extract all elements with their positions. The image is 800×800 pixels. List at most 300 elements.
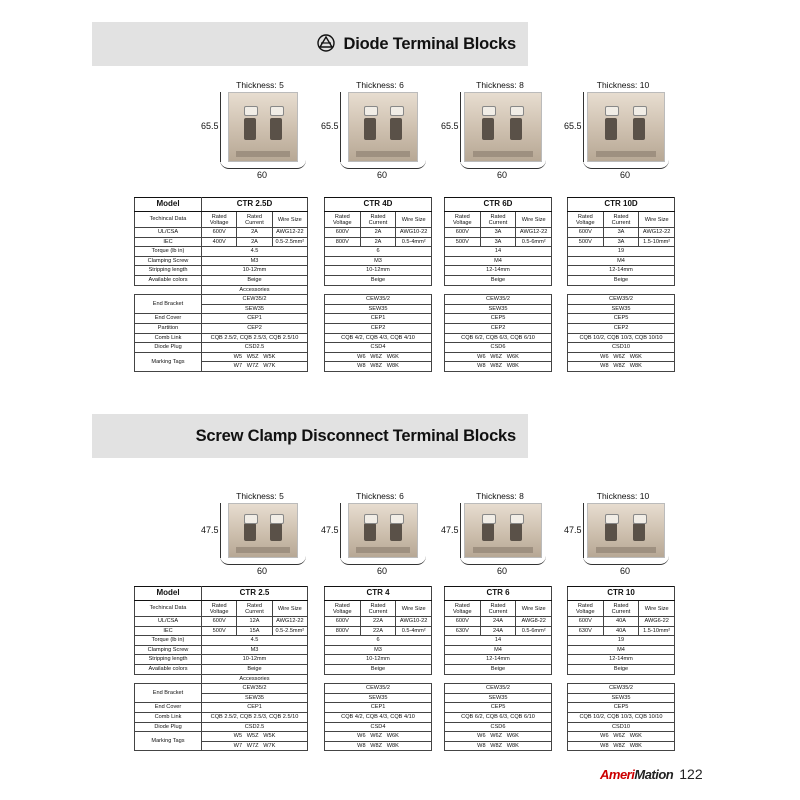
table-cell: 630V bbox=[445, 626, 481, 636]
dimension-line bbox=[220, 503, 221, 558]
width-dimension: 60 bbox=[496, 566, 507, 576]
table-cell: CEW35/2 bbox=[325, 684, 432, 694]
accessories-header: Accessories bbox=[202, 285, 308, 295]
row-label: End Cover bbox=[135, 314, 202, 324]
row-label: Diode Plug bbox=[135, 343, 202, 353]
table-cell: 600V bbox=[202, 617, 237, 627]
wire-slot bbox=[510, 118, 522, 140]
table-cell: SEW35 bbox=[202, 304, 308, 314]
wire-slot bbox=[390, 523, 402, 541]
din-rail-foot bbox=[356, 547, 410, 553]
model-name: CTR 4 bbox=[325, 587, 432, 601]
accessories-header: Accessories bbox=[202, 674, 308, 684]
spec-table bbox=[324, 197, 432, 372]
model-header: Model bbox=[135, 587, 202, 601]
thickness-label: Thickness: 6 bbox=[356, 80, 404, 90]
row-label: Torque (lb in) bbox=[135, 247, 202, 257]
table-cell: CEP2 bbox=[325, 323, 432, 333]
table-cell: Wire Size bbox=[516, 212, 552, 228]
width-dimension: 60 bbox=[619, 566, 630, 576]
table-cell: CQB 2.5/2, CQB 2.5/3, CQB 2.5/10 bbox=[202, 712, 308, 722]
thickness-label: Thickness: 5 bbox=[236, 80, 284, 90]
table-cell: 500V bbox=[568, 237, 604, 247]
table-cell: CEW35/2 bbox=[445, 295, 552, 305]
row-label: IEC bbox=[135, 237, 202, 247]
table-cell: 22A bbox=[360, 617, 396, 627]
model-header: Model bbox=[135, 198, 202, 212]
height-dimension: 47.5 bbox=[321, 524, 339, 535]
table-cell: 10-12mm bbox=[325, 655, 432, 665]
dimension-arc bbox=[220, 160, 306, 169]
dimension-arc bbox=[220, 556, 306, 565]
accessories-header bbox=[568, 674, 675, 684]
table-cell: 600V bbox=[445, 617, 481, 627]
table-cell: Rated Current bbox=[603, 601, 639, 617]
table-cell: Rated Current bbox=[237, 212, 272, 228]
table-cell: SEW35 bbox=[445, 693, 552, 703]
accessories-header bbox=[445, 285, 552, 295]
din-rail-foot bbox=[473, 151, 534, 157]
table-cell: CQB 6/2, CQB 6/3, CQB 6/10 bbox=[445, 712, 552, 722]
table-cell: W5 W5Z W5K bbox=[202, 352, 308, 362]
table-cell: W8 W8Z W8K bbox=[325, 362, 432, 372]
spacer bbox=[135, 674, 202, 684]
model-name: CTR 4D bbox=[325, 198, 432, 212]
row-label: Diode Plug bbox=[135, 722, 202, 732]
screw bbox=[390, 106, 404, 116]
din-rail-foot bbox=[473, 547, 534, 553]
table-cell: 3A bbox=[480, 228, 516, 238]
table-cell: AWG6-22 bbox=[639, 617, 675, 627]
table-cell: CEP1 bbox=[325, 314, 432, 324]
row-label: Clamping Screw bbox=[135, 256, 202, 266]
width-dimension: 60 bbox=[619, 170, 630, 180]
table-cell: CEP2 bbox=[202, 323, 308, 333]
height-dimension: 65.5 bbox=[321, 121, 339, 131]
table-cell: CEP5 bbox=[445, 703, 552, 713]
table-cell: 12-14mm bbox=[445, 266, 552, 276]
table-cell: M3 bbox=[202, 645, 308, 655]
table-cell: 24A bbox=[480, 617, 516, 627]
table-cell: 1.5-10mm² bbox=[639, 626, 675, 636]
screw bbox=[270, 106, 284, 116]
row-label: Comb Link bbox=[135, 333, 202, 343]
table-cell: Wire Size bbox=[396, 212, 432, 228]
table-cell: CEP1 bbox=[325, 703, 432, 713]
table-cell: SEW35 bbox=[325, 693, 432, 703]
table-cell: Rated Current bbox=[360, 212, 396, 228]
table-cell: CSD6 bbox=[445, 343, 552, 353]
table-cell: 15A bbox=[237, 626, 272, 636]
height-dimension: 65.5 bbox=[441, 121, 459, 131]
row-label: Stripping length bbox=[135, 266, 202, 276]
screw bbox=[605, 514, 619, 524]
wire-slot bbox=[364, 523, 376, 541]
table-cell: CEW35/2 bbox=[568, 295, 675, 305]
dimension-line bbox=[583, 503, 584, 558]
table-cell: M4 bbox=[568, 645, 675, 655]
row-label: End Bracket bbox=[135, 295, 202, 314]
spec-table bbox=[324, 586, 432, 751]
table-cell: 600V bbox=[568, 617, 604, 627]
width-dimension: 60 bbox=[496, 170, 507, 180]
table-cell: CQB 4/2, CQB 4/3, CQB 4/10 bbox=[325, 333, 432, 343]
model-name: CTR 2.5 bbox=[202, 587, 308, 601]
row-label: End Cover bbox=[135, 703, 202, 713]
dimension-arc bbox=[460, 160, 546, 169]
row-label: Stripping length bbox=[135, 655, 202, 665]
table-cell: M3 bbox=[202, 256, 308, 266]
table-cell: W6 W6Z W6K bbox=[568, 352, 675, 362]
table-cell: CEW35/2 bbox=[445, 684, 552, 694]
table-cell: 0.5-4mm² bbox=[396, 237, 432, 247]
table-cell: CEP1 bbox=[202, 314, 308, 324]
dimension-arc bbox=[583, 556, 669, 565]
table-cell: Rated Voltage bbox=[445, 212, 481, 228]
table-cell: Wire Size bbox=[516, 601, 552, 617]
table-cell: AWG12-22 bbox=[272, 228, 307, 238]
screw bbox=[510, 514, 524, 524]
terminal-block-image bbox=[464, 503, 542, 558]
table-cell: Rated Current bbox=[237, 601, 272, 617]
table-cell: 400V bbox=[202, 237, 237, 247]
table-cell: W6 W6Z W6K bbox=[325, 352, 432, 362]
warning-triangle-icon bbox=[316, 34, 336, 52]
table-cell: 6 bbox=[325, 636, 432, 646]
thickness-label: Thickness: 10 bbox=[596, 80, 650, 90]
wire-slot bbox=[244, 118, 256, 140]
table-cell: AWG12-22 bbox=[272, 617, 307, 627]
table-cell: CSD10 bbox=[568, 343, 675, 353]
table-cell: CEW35/2 bbox=[568, 684, 675, 694]
section-banner-diode bbox=[92, 22, 528, 66]
terminal-block-image bbox=[348, 92, 418, 162]
table-cell: 600V bbox=[325, 617, 361, 627]
wire-slot bbox=[244, 523, 256, 541]
table-cell: M3 bbox=[325, 256, 432, 266]
table-cell: 600V bbox=[325, 228, 361, 238]
screw bbox=[244, 514, 258, 524]
table-cell: 19 bbox=[568, 636, 675, 646]
table-cell: W6 W6Z W6K bbox=[445, 352, 552, 362]
table-cell: CSD4 bbox=[325, 722, 432, 732]
width-dimension: 60 bbox=[376, 170, 387, 180]
table-cell: 500V bbox=[202, 626, 237, 636]
thickness-label: Thickness: 10 bbox=[596, 491, 650, 501]
table-cell: 800V bbox=[325, 626, 361, 636]
table-cell: Beige bbox=[445, 275, 552, 285]
model-name: CTR 6 bbox=[445, 587, 552, 601]
table-cell: CEW35/2 bbox=[325, 295, 432, 305]
terminal-block-image bbox=[348, 503, 418, 558]
terminal-block-image bbox=[228, 92, 298, 162]
din-rail-foot bbox=[236, 547, 290, 553]
table-cell: 3A bbox=[603, 228, 639, 238]
spec-table bbox=[134, 197, 308, 372]
table-cell: Rated Current bbox=[480, 212, 516, 228]
screw bbox=[270, 514, 284, 524]
page-number: 122 bbox=[679, 766, 703, 782]
accessories-header bbox=[445, 674, 552, 684]
table-cell: CSD4 bbox=[325, 343, 432, 353]
wire-slot bbox=[605, 118, 617, 140]
table-cell: CQB 10/2, CQB 10/3, CQB 10/10 bbox=[568, 712, 675, 722]
table-cell: W8 W8Z W8K bbox=[568, 741, 675, 751]
table-cell: 2A bbox=[360, 228, 396, 238]
table-cell: AWG12-22 bbox=[516, 228, 552, 238]
table-cell: 19 bbox=[568, 247, 675, 257]
table-cell: W7 W7Z W7K bbox=[202, 741, 308, 751]
table-cell: 0.5-4mm² bbox=[396, 626, 432, 636]
brand-logo: AmeriMation bbox=[600, 767, 674, 782]
table-cell: 4.5 bbox=[202, 247, 308, 257]
table-cell: Wire Size bbox=[639, 212, 675, 228]
table-cell: M3 bbox=[325, 645, 432, 655]
table-cell: Wire Size bbox=[272, 212, 307, 228]
table-cell: W8 W8Z W8K bbox=[445, 741, 552, 751]
height-dimension: 65.5 bbox=[201, 121, 219, 131]
screw bbox=[510, 106, 524, 116]
spec-table bbox=[567, 586, 675, 751]
table-cell: Rated Current bbox=[603, 212, 639, 228]
model-name: CTR 2.5D bbox=[202, 198, 308, 212]
table-cell: 6 bbox=[325, 247, 432, 257]
table-cell: 10-12mm bbox=[325, 266, 432, 276]
table-cell: 0.5-2.5mm² bbox=[272, 237, 307, 247]
table-cell: 22A bbox=[360, 626, 396, 636]
screw bbox=[364, 106, 378, 116]
table-cell: W8 W8Z W8K bbox=[325, 741, 432, 751]
terminal-block-image bbox=[228, 503, 298, 558]
dimension-line bbox=[220, 92, 221, 162]
table-cell: Rated Current bbox=[480, 601, 516, 617]
table-cell: 3A bbox=[603, 237, 639, 247]
table-cell: 630V bbox=[568, 626, 604, 636]
table-cell: 14 bbox=[445, 247, 552, 257]
wire-slot bbox=[270, 118, 282, 140]
table-cell: Beige bbox=[568, 664, 675, 674]
table-cell: W5 W5Z W5K bbox=[202, 732, 308, 742]
table-cell: M4 bbox=[445, 645, 552, 655]
table-cell: SEW35 bbox=[568, 693, 675, 703]
table-cell: W6 W6Z W6K bbox=[445, 732, 552, 742]
terminal-block-image bbox=[587, 503, 665, 558]
screw bbox=[633, 514, 647, 524]
spec-table bbox=[567, 197, 675, 372]
table-cell: W8 W8Z W8K bbox=[445, 362, 552, 372]
table-cell: Wire Size bbox=[396, 601, 432, 617]
section-title: Diode Terminal Blocks bbox=[343, 35, 516, 53]
table-cell: 2A bbox=[237, 228, 272, 238]
table-cell: CEP5 bbox=[568, 703, 675, 713]
table-cell: AWG8-22 bbox=[516, 617, 552, 627]
table-cell: Rated Voltage bbox=[568, 212, 604, 228]
accessories-header bbox=[325, 674, 432, 684]
dimension-line bbox=[340, 503, 341, 558]
row-label: Available colors bbox=[135, 275, 202, 285]
din-rail-foot bbox=[356, 151, 410, 157]
table-cell: 12-14mm bbox=[445, 655, 552, 665]
table-cell: Beige bbox=[202, 664, 308, 674]
table-cell: Rated Voltage bbox=[325, 212, 361, 228]
row-label: Marking Tags bbox=[135, 732, 202, 751]
spec-table bbox=[134, 586, 308, 751]
table-cell: 3A bbox=[480, 237, 516, 247]
dimension-arc bbox=[340, 160, 426, 169]
table-cell: M4 bbox=[445, 256, 552, 266]
row-label: Techincal Data bbox=[135, 212, 202, 228]
table-cell: CEW35/2 bbox=[202, 295, 308, 305]
wire-slot bbox=[510, 523, 522, 541]
table-cell: Rated Voltage bbox=[325, 601, 361, 617]
table-cell: AWG10-22 bbox=[396, 228, 432, 238]
table-cell: AWG12-22 bbox=[639, 228, 675, 238]
accessories-header bbox=[568, 285, 675, 295]
table-cell: 2A bbox=[237, 237, 272, 247]
table-cell: Beige bbox=[202, 275, 308, 285]
table-cell: Rated Voltage bbox=[445, 601, 481, 617]
table-cell: 40A bbox=[603, 617, 639, 627]
table-cell: 4.5 bbox=[202, 636, 308, 646]
table-cell: 800V bbox=[325, 237, 361, 247]
table-cell: 24A bbox=[480, 626, 516, 636]
table-cell: CQB 10/2, CQB 10/3, CQB 10/10 bbox=[568, 333, 675, 343]
table-cell: Beige bbox=[325, 664, 432, 674]
spec-table bbox=[444, 197, 552, 372]
table-cell: 10-12mm bbox=[202, 266, 308, 276]
din-rail-foot bbox=[596, 547, 657, 553]
table-cell: CEW35/2 bbox=[202, 684, 308, 694]
row-label: Partition bbox=[135, 323, 202, 333]
section-banner-disconnect bbox=[92, 414, 528, 458]
table-cell: W6 W6Z W6K bbox=[568, 732, 675, 742]
table-cell: 600V bbox=[568, 228, 604, 238]
table-cell: Rated Voltage bbox=[202, 212, 237, 228]
table-cell: CEP1 bbox=[202, 703, 308, 713]
height-dimension: 47.5 bbox=[564, 524, 582, 535]
height-dimension: 47.5 bbox=[441, 524, 459, 535]
thickness-label: Thickness: 5 bbox=[236, 491, 284, 501]
dimension-arc bbox=[340, 556, 426, 565]
row-label: IEC bbox=[135, 626, 202, 636]
wire-slot bbox=[482, 118, 494, 140]
table-cell: M4 bbox=[568, 256, 675, 266]
height-dimension: 65.5 bbox=[564, 121, 582, 131]
table-cell: Wire Size bbox=[639, 601, 675, 617]
din-rail-foot bbox=[236, 151, 290, 157]
screw bbox=[605, 106, 619, 116]
row-label: Torque (lb in) bbox=[135, 636, 202, 646]
table-cell: Beige bbox=[325, 275, 432, 285]
height-dimension: 47.5 bbox=[201, 524, 219, 535]
table-cell: CEP2 bbox=[445, 323, 552, 333]
table-cell: 2A bbox=[360, 237, 396, 247]
row-label: Marking Tags bbox=[135, 352, 202, 371]
width-dimension: 60 bbox=[376, 566, 387, 576]
table-cell: W8 W8Z W8K bbox=[568, 362, 675, 372]
table-cell: CSD2.5 bbox=[202, 343, 308, 353]
table-cell: AWG10-22 bbox=[396, 617, 432, 627]
table-cell: SEW35 bbox=[568, 304, 675, 314]
thickness-label: Thickness: 8 bbox=[476, 80, 524, 90]
table-cell: CQB 6/2, CQB 6/3, CQB 6/10 bbox=[445, 333, 552, 343]
screw bbox=[390, 514, 404, 524]
table-cell: 10-12mm bbox=[202, 655, 308, 665]
thickness-label: Thickness: 6 bbox=[356, 491, 404, 501]
table-cell: CSD10 bbox=[568, 722, 675, 732]
table-cell: 14 bbox=[445, 636, 552, 646]
dimension-line bbox=[460, 92, 461, 162]
table-cell: 500V bbox=[445, 237, 481, 247]
dimension-line bbox=[583, 92, 584, 162]
table-cell: 12-14mm bbox=[568, 655, 675, 665]
footer bbox=[600, 766, 703, 782]
table-cell: SEW35 bbox=[202, 693, 308, 703]
dimension-line bbox=[460, 503, 461, 558]
row-label: Techincal Data bbox=[135, 601, 202, 617]
screw bbox=[482, 514, 496, 524]
row-label: Clamping Screw bbox=[135, 645, 202, 655]
din-rail-foot bbox=[596, 151, 657, 157]
screw bbox=[364, 514, 378, 524]
wire-slot bbox=[390, 118, 402, 140]
thickness-label: Thickness: 8 bbox=[476, 491, 524, 501]
table-cell: SEW35 bbox=[445, 304, 552, 314]
table-cell: 600V bbox=[202, 228, 237, 238]
table-cell: Rated Voltage bbox=[568, 601, 604, 617]
row-label: End Bracket bbox=[135, 684, 202, 703]
accessories-header bbox=[325, 285, 432, 295]
table-cell: CEP2 bbox=[568, 323, 675, 333]
table-cell: 1.5-10mm² bbox=[639, 237, 675, 247]
table-cell: CEP5 bbox=[568, 314, 675, 324]
row-label: Comb Link bbox=[135, 712, 202, 722]
width-dimension: 60 bbox=[256, 566, 267, 576]
dimension-arc bbox=[460, 556, 546, 565]
spacer bbox=[135, 285, 202, 295]
width-dimension: 60 bbox=[256, 170, 267, 180]
table-cell: Wire Size bbox=[272, 601, 307, 617]
wire-slot bbox=[364, 118, 376, 140]
table-cell: CSD2.5 bbox=[202, 722, 308, 732]
wire-slot bbox=[482, 523, 494, 541]
table-cell: W6 W6Z W6K bbox=[325, 732, 432, 742]
table-cell: 0.5-6mm² bbox=[516, 237, 552, 247]
table-cell: 0.5-2.5mm² bbox=[272, 626, 307, 636]
table-cell: 12-14mm bbox=[568, 266, 675, 276]
terminal-block-image bbox=[587, 92, 665, 162]
screw bbox=[244, 106, 258, 116]
table-cell: SEW35 bbox=[325, 304, 432, 314]
dimension-line bbox=[340, 92, 341, 162]
table-cell: 40A bbox=[603, 626, 639, 636]
row-label: Available colors bbox=[135, 664, 202, 674]
model-name: CTR 10D bbox=[568, 198, 675, 212]
dimension-arc bbox=[583, 160, 669, 169]
wire-slot bbox=[270, 523, 282, 541]
section-title: Screw Clamp Disconnect Terminal Blocks bbox=[195, 427, 516, 445]
row-label: UL/CSA bbox=[135, 228, 202, 238]
table-cell: 600V bbox=[445, 228, 481, 238]
table-cell: 12A bbox=[237, 617, 272, 627]
table-cell: CEP5 bbox=[445, 314, 552, 324]
table-cell: Rated Current bbox=[360, 601, 396, 617]
table-cell: CQB 2.5/2, CQB 2.5/3, CQB 2.5/10 bbox=[202, 333, 308, 343]
table-cell: Beige bbox=[568, 275, 675, 285]
wire-slot bbox=[633, 523, 645, 541]
spec-table bbox=[444, 586, 552, 751]
screw bbox=[633, 106, 647, 116]
